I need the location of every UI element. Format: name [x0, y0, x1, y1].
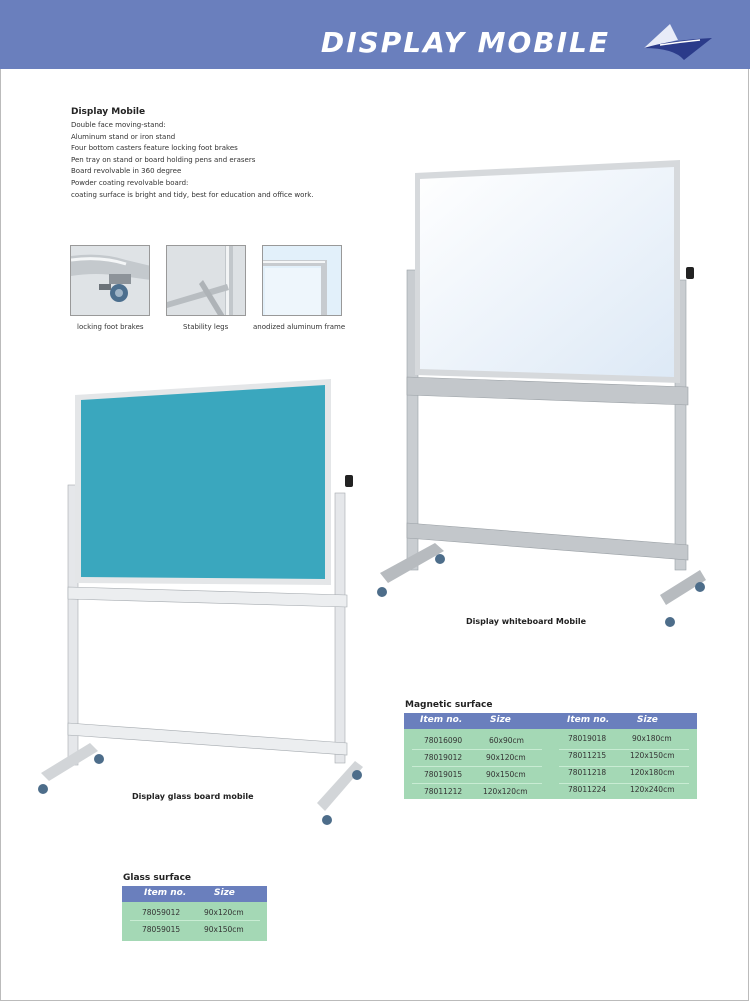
magnetic-surface-title: Magnetic surface: [405, 700, 493, 710]
page-header: [0, 0, 750, 69]
table-cell-size: 120x180cm: [630, 768, 675, 777]
table-cell-item: 78019018: [568, 734, 607, 743]
aluminum-frame-photo: [262, 245, 342, 316]
column-header: Size: [490, 715, 511, 725]
table-cell-item: 78011215: [568, 751, 607, 760]
stability-legs-photo: [166, 245, 246, 316]
intro-title: Display Mobile: [71, 107, 146, 117]
column-header: Size: [637, 715, 658, 725]
table-cell-size: 60x90cm: [489, 736, 524, 745]
glassboard-caption: Display glass board mobile: [132, 792, 254, 801]
feature-label: anodized aluminum frame: [253, 323, 346, 331]
table-header: [122, 886, 267, 902]
table-cell-size: 120x120cm: [483, 787, 528, 796]
feature-label: Stability legs: [183, 323, 229, 331]
table-cell-item: 78019015: [424, 770, 463, 779]
table-cell-item: 78011212: [424, 787, 463, 796]
intro-line: Four bottom casters feature locking foot brakes: [71, 144, 238, 153]
table-cell-size: 120x240cm: [630, 785, 675, 794]
table-cell-item: 78011224: [568, 785, 607, 794]
feature-label: locking foot brakes: [77, 323, 144, 331]
column-header: Size: [214, 888, 235, 898]
glass-surface-title: Glass surface: [123, 873, 192, 883]
table-cell-size: 90x120cm: [204, 908, 244, 917]
intro-line: Aluminum stand or iron stand: [71, 132, 176, 141]
caster-brake-photo: [70, 245, 150, 316]
table-cell-size: 120x150cm: [630, 751, 675, 760]
table-cell-item: 78016090: [424, 736, 463, 745]
table-cell-item: 78011218: [568, 768, 607, 777]
whiteboard-mobile-illustration: [370, 155, 710, 640]
column-header: Item no.: [567, 715, 610, 725]
table-cell-size: 90x150cm: [204, 925, 244, 934]
aluminum-frame-icon: [263, 246, 342, 316]
table-cell-item: 78059015: [142, 925, 181, 934]
intro-line: Double face moving-stand:: [71, 121, 166, 129]
caster-brake-icon: [71, 246, 150, 316]
table-cell-item: 78019012: [424, 753, 463, 762]
table-cell-size: 90x120cm: [486, 753, 526, 762]
table-cell-item: 78059012: [142, 908, 181, 917]
brand-logo-icon: [640, 18, 715, 63]
glass-spec-table: [122, 886, 267, 941]
intro-line: Powder coating revolvable board:: [71, 178, 189, 187]
intro-line: coating surface is bright and tidy, best for education and office work.: [71, 190, 314, 199]
magnetic-spec-table: [404, 713, 697, 799]
intro-block: [71, 107, 391, 201]
page-title: DISPLAY MOBILE: [320, 26, 610, 59]
column-header: Item no.: [420, 715, 463, 725]
intro-line: Board revolvable in 360 degree: [71, 167, 182, 176]
table-header: [404, 713, 697, 729]
table-cell-size: 90x180cm: [632, 734, 672, 743]
stability-leg-icon: [167, 246, 246, 316]
glassboard-mobile-illustration: [35, 375, 365, 830]
whiteboard-caption: Display whiteboard Mobile: [466, 617, 587, 626]
column-header: Item no.: [144, 888, 187, 898]
table-cell-size: 90x150cm: [486, 770, 526, 779]
intro-line: Pen tray on stand or board holding pens and erasers: [71, 155, 256, 164]
